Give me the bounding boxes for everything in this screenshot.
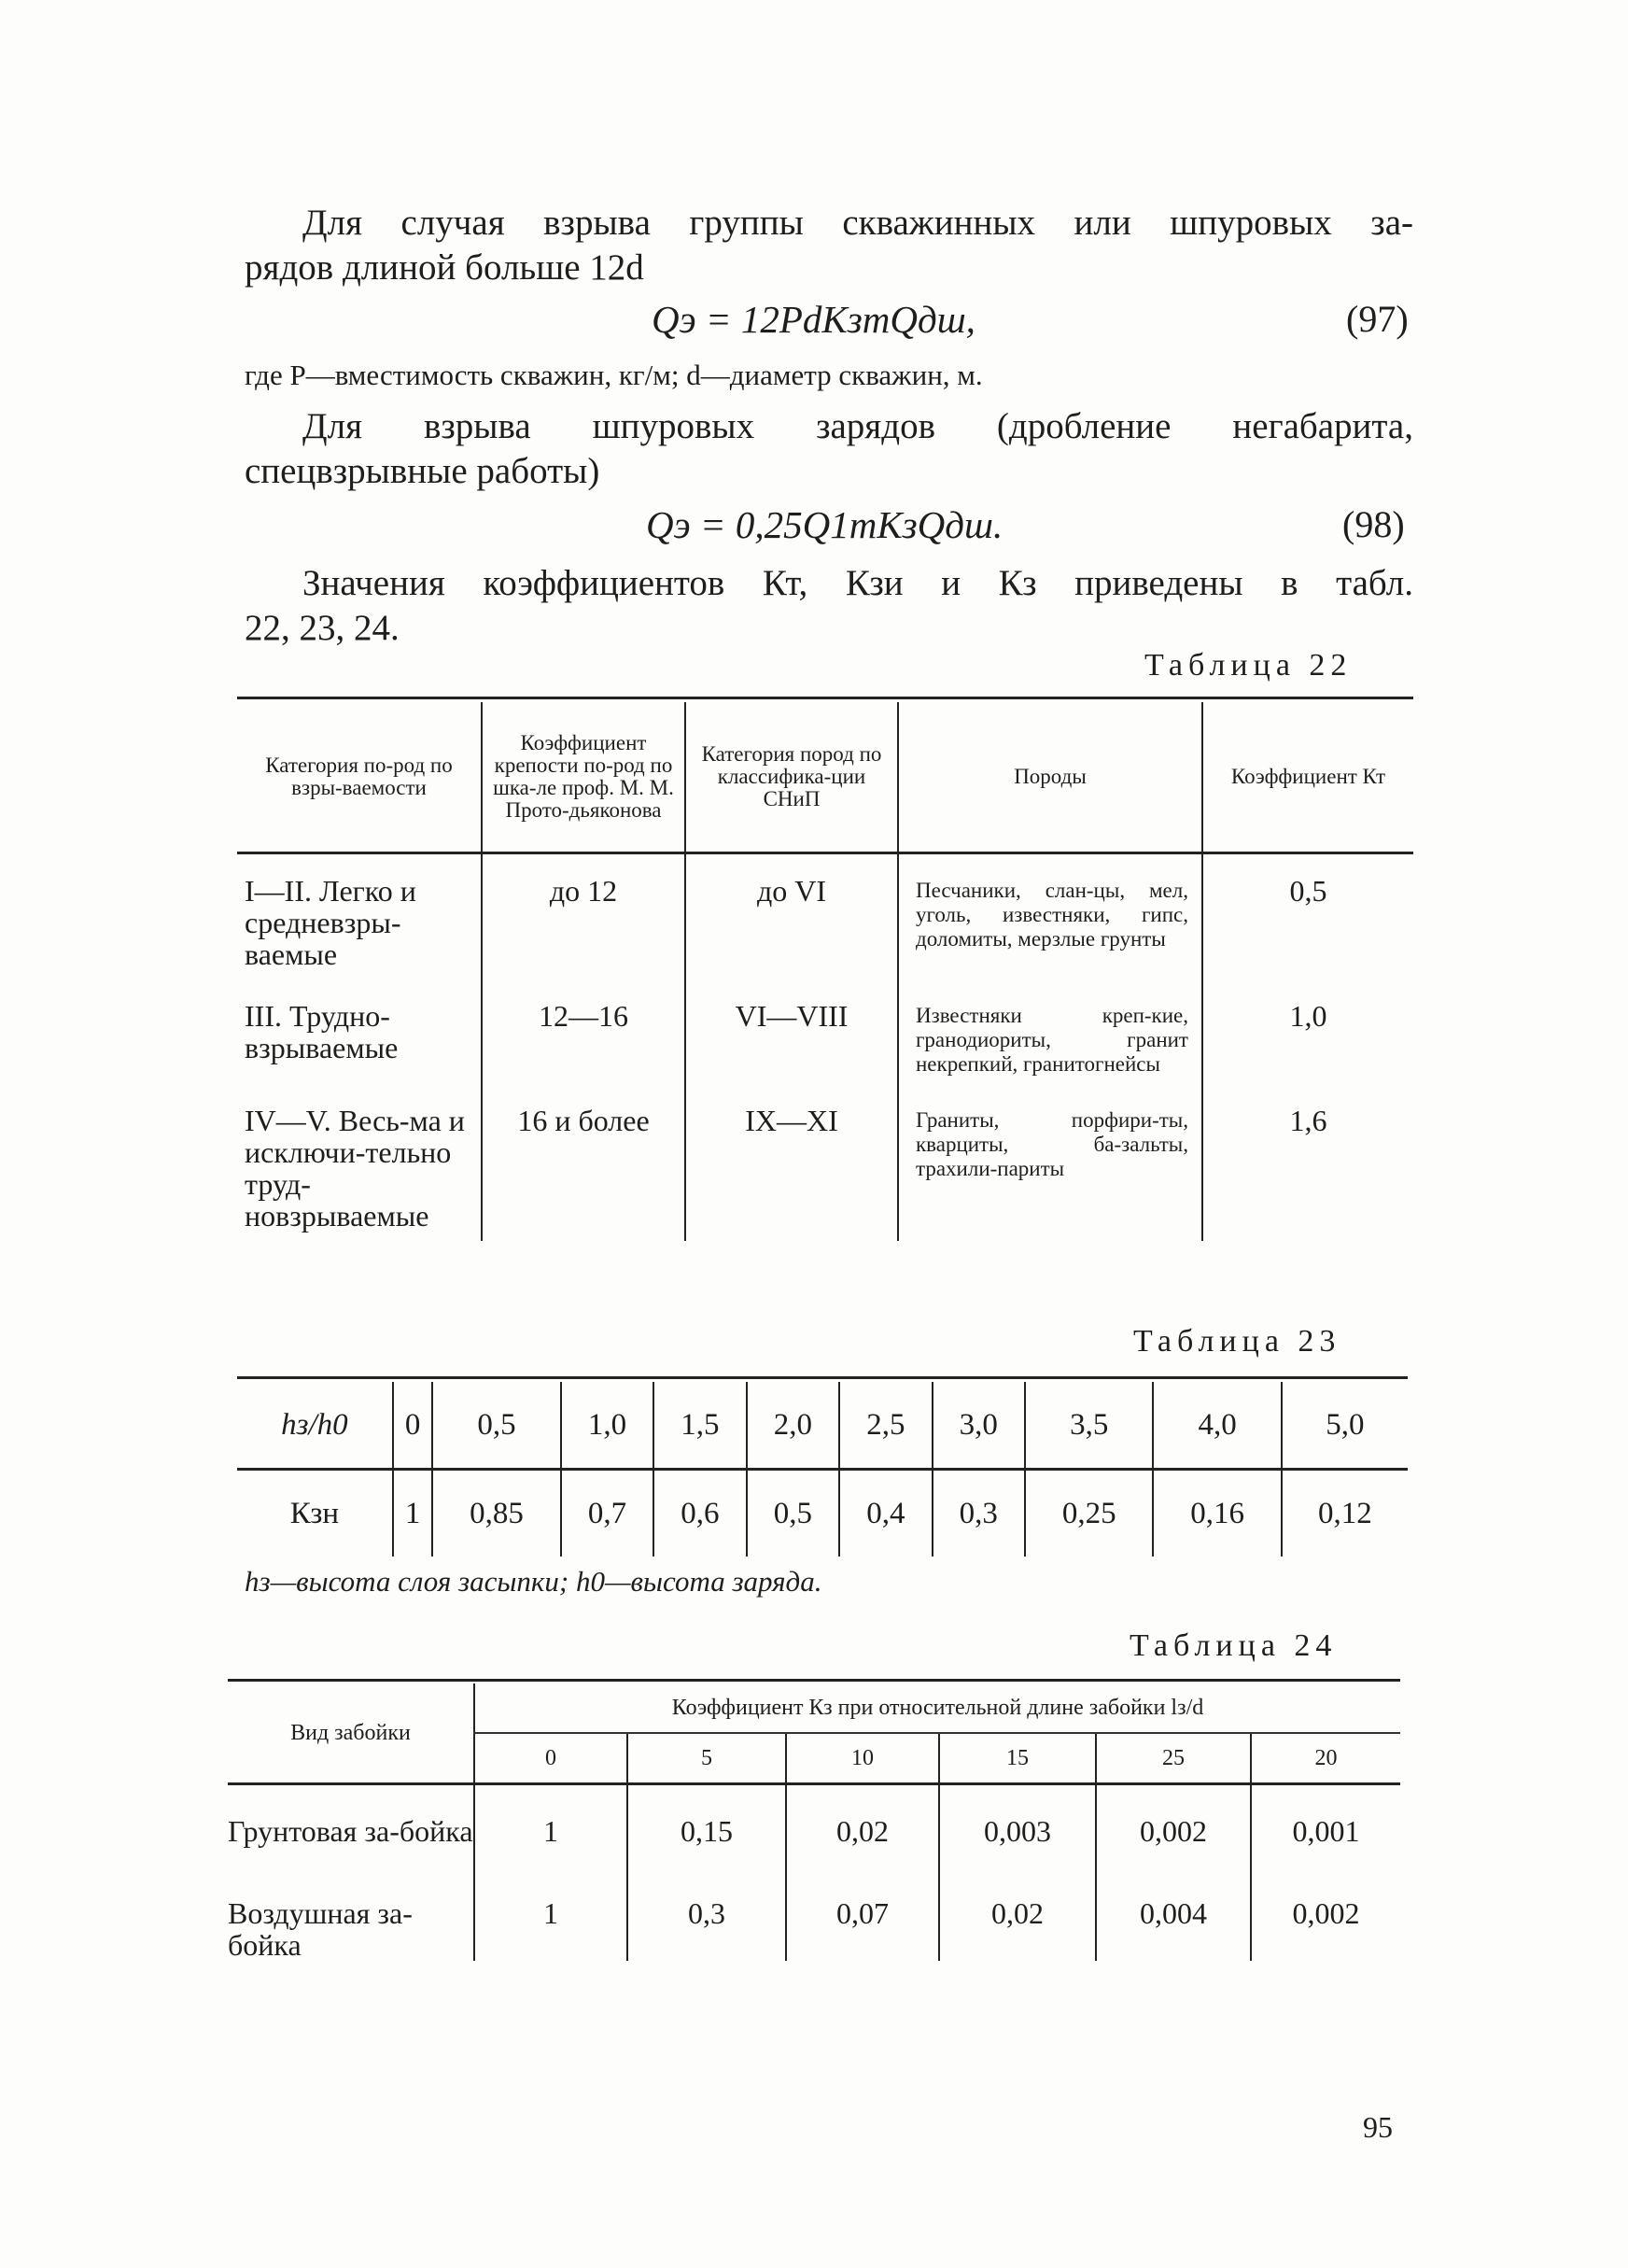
- cell-stemming-name: Воздушная за-бойка: [228, 1896, 413, 1962]
- coeff-cell: 0,85: [432, 1470, 560, 1557]
- ratio-cell: 1,5: [653, 1382, 746, 1470]
- table-24-top-rule: [228, 1679, 1400, 1682]
- paragraph-line-2: спецвзрывные работы): [245, 451, 600, 491]
- header-length: 20: [1251, 1733, 1400, 1784]
- coeff-cell: 0,4: [839, 1470, 932, 1557]
- value-cell: 1: [474, 1867, 627, 1961]
- equation-number-98: (98): [1342, 503, 1405, 545]
- equation-number-97: (97): [1346, 298, 1409, 340]
- ratio-cell: 2,0: [747, 1382, 839, 1470]
- cell-strength: до 12: [482, 853, 685, 980]
- table-23: [237, 1382, 1408, 1557]
- table-row: [237, 979, 1413, 1084]
- header-blastability-category: Категория по-род по взры-ваемости: [265, 754, 453, 799]
- value-cell: 0,003: [939, 1784, 1096, 1868]
- cell-snip: VI—VIII: [685, 979, 898, 1084]
- cell-category: III. Трудно-взрываемые: [245, 999, 399, 1064]
- table-24-header-row-1: [228, 1683, 1400, 1733]
- ratio-cell: 0,5: [432, 1382, 560, 1470]
- paragraph-coefficients: [302, 560, 1413, 606]
- coeff-cell: 0,5: [747, 1470, 839, 1557]
- cell-rocks: Известняки креп-кие, гранодиориты, гранит некрепкий, гранитогнейсы: [898, 979, 1202, 1084]
- ratio-cell: 2,5: [839, 1382, 932, 1470]
- table-23-top-rule: [237, 1376, 1408, 1379]
- table-row: [228, 1867, 1400, 1961]
- value-cell: 0,02: [786, 1784, 939, 1868]
- paragraph-line: Для случая взрыва группы скважинных или шпуровых за-: [302, 203, 1413, 243]
- table-24: [228, 1683, 1400, 1961]
- paragraph-line: Значения коэффициентов Кт, Кзи и Кз приведены в табл.: [302, 563, 1413, 603]
- ratio-cell: 4,0: [1153, 1382, 1281, 1470]
- header-length: 15: [939, 1733, 1096, 1784]
- cell-category: IV—V. Весь-ма и исключи-тельно труд-новзрываемые: [245, 1104, 465, 1233]
- value-cell: 0,002: [1251, 1867, 1400, 1961]
- table-22-caption: Таблица 22: [1144, 648, 1353, 683]
- value-cell: 0,3: [627, 1867, 786, 1961]
- value-cell: 0,004: [1096, 1867, 1251, 1961]
- header-length: 25: [1096, 1733, 1251, 1784]
- table-23-caption: Таблица 23: [1133, 1324, 1341, 1359]
- formula-98: Qэ = 0,25Q1mKзQдш.: [646, 503, 1003, 546]
- header-snip-category: Категория пород по классифика-ции СНиП: [685, 702, 898, 853]
- cell-kt: 1,0: [1202, 979, 1413, 1084]
- cell-kt: 0,5: [1202, 853, 1413, 980]
- header-length: 0: [474, 1733, 627, 1784]
- paragraph-group-charges: [302, 200, 1413, 246]
- cell-strength: 16 и более: [482, 1084, 685, 1241]
- cell-snip: до VI: [685, 853, 898, 980]
- cell-rocks: Граниты, порфири-ты, кварциты, ба-зальты, трахили-париты: [898, 1084, 1202, 1241]
- value-cell: 0,15: [627, 1784, 786, 1868]
- row-label-ratio: hз/h0: [237, 1382, 393, 1470]
- coeff-cell: 1: [393, 1470, 433, 1557]
- value-cell: 1: [474, 1784, 627, 1868]
- table-24-caption: Таблица 24: [1130, 1628, 1338, 1663]
- table-22: [237, 702, 1413, 1241]
- page-number: 95: [1363, 2110, 1393, 2144]
- coeff-cell: 0,16: [1153, 1470, 1281, 1557]
- cell-snip: IX—XI: [685, 1084, 898, 1241]
- ratio-cell: 0: [393, 1382, 433, 1470]
- ratio-cell: 3,0: [933, 1382, 1025, 1470]
- cell-strength: 12—16: [482, 979, 685, 1084]
- paragraph-line: Для взрыва шпуровых зарядов (дробление негабарита,: [302, 406, 1413, 446]
- coeff-cell: 0,25: [1025, 1470, 1153, 1557]
- table-23-coefficient-row: [237, 1470, 1408, 1557]
- table-23-ratio-row: [237, 1382, 1408, 1470]
- ratio-cell: 1,0: [561, 1382, 653, 1470]
- header-rocks: Породы: [898, 702, 1202, 853]
- header-stemming-type: Вид забойки: [228, 1683, 474, 1784]
- ratio-cell: 3,5: [1025, 1382, 1153, 1470]
- paragraph-shot-charges: [302, 403, 1413, 449]
- coeff-cell: 0,6: [653, 1470, 746, 1557]
- header-strength-coefficient: Коэффициент крепости по-род по шка-ле проф. М. М. Прото-дьяконова: [482, 702, 685, 853]
- paragraph-line-2: рядов длиной больше 12d: [245, 247, 644, 288]
- table-row: [228, 1784, 1400, 1868]
- value-cell: 0,001: [1251, 1784, 1400, 1868]
- header-stemming-coefficient: Коэффициент Кз при относительной длине забойки lз/d: [474, 1683, 1400, 1733]
- cell-stemming-name: Грунтовая за-бойка: [228, 1814, 473, 1848]
- value-cell: 0,002: [1096, 1784, 1251, 1868]
- cell-category: I—II. Легко и средневзры-ваемые: [245, 874, 416, 971]
- coeff-cell: 0,12: [1282, 1470, 1408, 1557]
- coeff-cell: 0,7: [561, 1470, 653, 1557]
- header-length: 5: [627, 1733, 786, 1784]
- table-row: [237, 1084, 1413, 1241]
- cell-rocks: Песчаники, слан-цы, мел, уголь, известняки, гипс, доломиты, мерзлые грунты: [898, 853, 1202, 980]
- value-cell: 0,02: [939, 1867, 1096, 1961]
- cell-kt: 1,6: [1202, 1084, 1413, 1241]
- ratio-cell: 5,0: [1282, 1382, 1408, 1470]
- table-22-header-row: [237, 702, 1413, 853]
- table-23-note: hз—высота слоя засыпки; h0—высота заряда.: [245, 1565, 822, 1598]
- paragraph-line-2: 22, 23, 24.: [245, 608, 400, 648]
- coeff-cell: 0,3: [933, 1470, 1025, 1557]
- value-cell: 0,07: [786, 1867, 939, 1961]
- row-label-coefficient: Кзн: [289, 1496, 340, 1530]
- formula-legend: где P—вместимость скважин, кг/м; d—диаметр скважин, м.: [245, 359, 983, 391]
- header-coefficient-kt: Коэффициент Кт: [1202, 702, 1413, 853]
- table-22-top-rule: [237, 697, 1413, 699]
- formula-97: Qэ = 12PdKзmQдш,: [652, 298, 975, 341]
- table-row: [237, 853, 1413, 980]
- header-length: 10: [786, 1733, 939, 1784]
